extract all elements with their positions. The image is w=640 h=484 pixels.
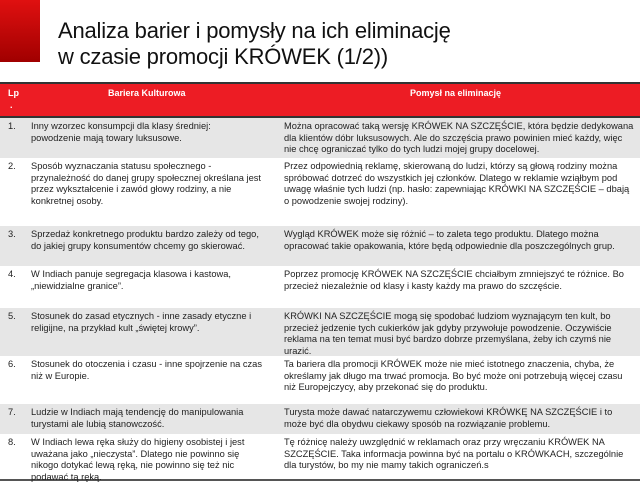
- table-row: [0, 118, 640, 158]
- table-row: [0, 356, 640, 404]
- barriers-table: [0, 82, 640, 481]
- table-row: [0, 266, 640, 308]
- row-number: 2.: [8, 161, 16, 171]
- header-idea: Pomysł na eliminację: [410, 88, 502, 98]
- idea-cell: Ta bariera dla promocji KRÓWEK może nie mieć istotnego znaczenia, chyba, że określamy jak długo ma trwać promocja. Bo być może oni potrzebują więcej czasu niż Europejczycy, aby przekonać się do produktu.: [284, 359, 623, 393]
- page-title: [58, 18, 451, 70]
- table-row: [0, 308, 640, 356]
- idea-cell: Przez odpowiednią reklamę, skierowaną do ludzi, którzy są głową rodziny można spróbować dotrzeć do wszystkich jej członków. Dlatego w reklamie wziąłbym pod uwagę właśnie tych ludzi (np. hasło: zapewniając KRÓWKI NA SZCZĘŚCIE – dbają o powodzenie swojej rodziny).: [284, 161, 630, 207]
- row-number: 1.: [8, 121, 16, 131]
- title-line-1: Analiza barier i pomysły na ich eliminację: [58, 18, 451, 43]
- title-line-2: w czasie promocji KRÓWEK (1/2)): [58, 44, 388, 69]
- idea-cell: Można opracować taką wersję KRÓWEK NA SZCZĘŚCIE, która będzie dedykowana dla klientów dóbr luksusowych. Ale do szczęścia prawo powinien mieć każdy, więc nie chcę ograniczać tylko do tych ludzi mojej grupy docelowej.: [284, 121, 634, 155]
- row-number: 5.: [8, 311, 16, 321]
- idea-cell: KRÓWKI NA SZCZĘŚCIE mogą się spodobać ludziom wyznającym ten kult, bo przecież jedzenie tych cukierków jak gdyby przywołuje powodzenie. Oczywiście reklama na ten temat musi być bardzo dobrze przemyślana, żeby ich czymś nie urazić.: [284, 311, 612, 357]
- row-number: 8.: [8, 437, 16, 447]
- table-row: [0, 158, 640, 226]
- table-row: [0, 226, 640, 266]
- barrier-cell: W Indiach panuje segregacja klasowa i kastowa, „niewidzialne granice”.: [31, 269, 231, 291]
- red-corner-decoration: [0, 0, 40, 62]
- idea-cell: Turysta może dawać natarczywemu człowiekowi KRÓWKĘ NA SZCZĘŚCIE i to może być dla obydwu ciekawy sposób na rozwiązanie problemu.: [284, 407, 613, 429]
- barrier-cell: Sposób wyznaczania statusu społecznego - przynależność do danej grupy społecznej określana jest przez wykształcenie i zawód głowy rodziny, a nie konkretnej osoby.: [31, 161, 261, 207]
- header-barrier: Bariera Kulturowa: [108, 88, 186, 98]
- barrier-cell: Ludzie w Indiach mają tendencję do manipulowania turystami ale lubią stanowczość.: [31, 407, 244, 429]
- header-lp-dot: .: [10, 100, 13, 110]
- idea-cell: Poprzez promocję KRÓWEK NA SZCZĘŚCIE chciałbym zmniejszyć te różnice. Bo przecież niezależnie od klasy i kasty każdy ma prawo do szczęście.: [284, 269, 624, 291]
- header-lp: Lp: [8, 88, 19, 98]
- row-number: 4.: [8, 269, 16, 279]
- table-header: [0, 84, 640, 118]
- table-row: [0, 434, 640, 483]
- barrier-cell: W Indiach lewa ręka służy do higieny osobistej i jest uważana jako „nieczysta”. Dlatego nie powinno się nikogo dotykać lewą ręką, nie powinno się też nic podawać tą ręką.: [31, 437, 245, 483]
- idea-cell: Tę różnicę należy uwzględnić w reklamach oraz przy wręczaniu KRÓWEK NA SZCZĘŚCIE. Taka informacja powinna być na portalu o KRÓWKACH, szczególnie dla turystów, bo my nie mamy takich ograniczeń.s: [284, 437, 624, 471]
- row-number: 6.: [8, 359, 16, 369]
- row-number: 7.: [8, 407, 16, 417]
- barrier-cell: Inny wzorzec konsumpcji dla klasy średniej: powodzenie mają towary luksusowe.: [31, 121, 211, 143]
- barrier-cell: Stosunek do otoczenia i czasu - inne spojrzenie na czas niż w Europie.: [31, 359, 263, 381]
- barrier-cell: Sprzedaż konkretnego produktu bardzo zależy od tego, do jakiej grupy konsumentów chcemy go skierować.: [31, 229, 259, 251]
- barrier-cell: Stosunek do zasad etycznych - inne zasady etyczne i religijne, na przykład kult „świętej krowy”.: [31, 311, 252, 333]
- idea-cell: Wygląd KRÓWEK może się różnić – to zaleta tego produktu. Dlatego można opracować takie opakowania, które będą odpowiednie dla poszczególnych grup.: [284, 229, 615, 251]
- table-row: [0, 404, 640, 434]
- row-number: 3.: [8, 229, 16, 239]
